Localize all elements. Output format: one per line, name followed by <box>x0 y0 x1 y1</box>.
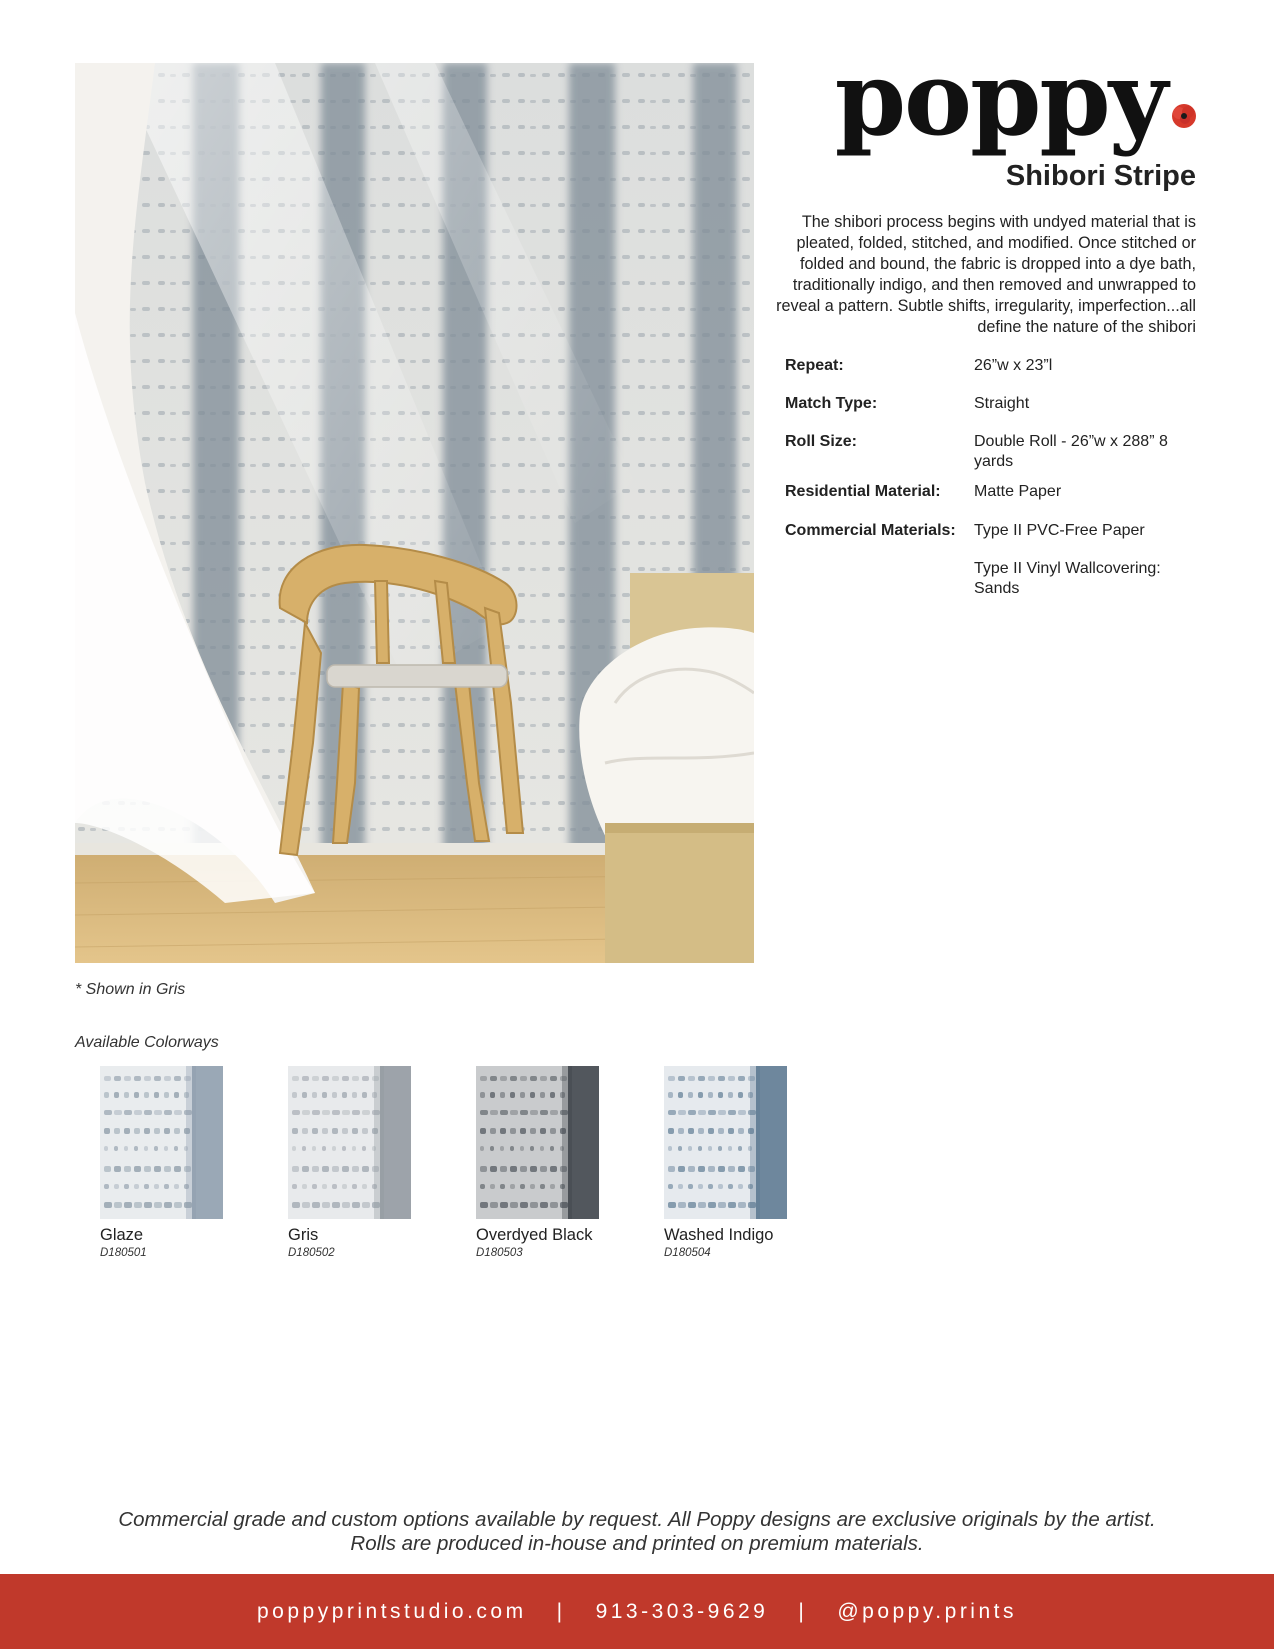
tagline-line-1: Commercial grade and custom options available by request. All Poppy designs are exclusive originals by the artist. <box>118 1508 1156 1531</box>
spec-row-repeat <box>785 356 1205 376</box>
spec-value: Double Roll - 26”w x 288” 8 yards <box>974 433 1168 470</box>
room-scene-illustration <box>75 63 754 963</box>
colorway-swatch-glaze[interactable] <box>100 1066 280 1261</box>
swatch-image <box>664 1066 787 1219</box>
spec-label: Match Type: <box>785 395 878 412</box>
spec-table <box>785 356 1205 599</box>
product-description: The shibori process begins with undyed material that is pleated, folded, stitched, and modified. Once stitched or folded and bound, the fabric is dropped into a dye bath, traditionally indigo, and then removed and unwrapped to reveal a pattern. Subtle shifts, irregularity, imperfection...all define the nature of the shibori <box>776 213 1196 336</box>
footer-separator: | <box>556 1599 566 1623</box>
spec-row-commercial-materials <box>785 521 1205 541</box>
swatch-name: Gris <box>288 1226 319 1244</box>
footer-separator: | <box>798 1599 808 1623</box>
spec-value: Matte Paper <box>974 483 1062 500</box>
logo-wordmark: poppy <box>834 39 1166 159</box>
colorway-swatch-overdyed-black[interactable] <box>476 1066 656 1261</box>
swatch-name: Glaze <box>100 1226 144 1244</box>
spec-value: Straight <box>974 395 1030 412</box>
spec-label: Roll Size: <box>785 433 858 450</box>
footer-website-link[interactable]: poppyprintstudio.com <box>256 1599 527 1623</box>
spec-value: 26”w x 23”l <box>974 357 1053 374</box>
colorway-swatch-washed-indigo[interactable] <box>664 1066 844 1261</box>
footer-phone-link[interactable]: 913-303-9629 <box>595 1599 769 1623</box>
swatch-name: Washed Indigo <box>664 1226 774 1244</box>
swatch-image <box>100 1066 223 1219</box>
swatch-image <box>288 1066 411 1219</box>
swatch-code: D180504 <box>664 1247 711 1259</box>
spec-row-residential-material <box>785 482 1205 502</box>
spec-label: Residential Material: <box>785 483 941 500</box>
footer-social-link[interactable]: @poppy.prints <box>837 1599 1017 1623</box>
spec-value: Type II Vinyl Wallcovering: Sands <box>974 560 1161 597</box>
colorways-heading: Available Colorways <box>75 1034 219 1051</box>
colorway-swatch-gris[interactable] <box>288 1066 468 1261</box>
spec-row-match-type <box>785 394 1205 414</box>
hero-caption: * Shown in Gris <box>75 981 186 998</box>
footer-contact-bar <box>0 1574 1274 1649</box>
footer-tagline <box>0 1508 1274 1556</box>
spec-label: Commercial Materials: <box>785 522 956 539</box>
spec-row-commercial-materials-2 <box>785 559 1205 599</box>
poppy-flower-icon <box>1168 100 1200 132</box>
swatch-code: D180501 <box>100 1247 147 1259</box>
tagline-line-2: Rolls are produced in-house and printed on premium materials. <box>350 1532 924 1555</box>
product-title: Shibori Stripe <box>1005 160 1196 192</box>
swatch-code: D180502 <box>288 1247 335 1259</box>
spec-value: Type II PVC-Free Paper <box>974 522 1145 539</box>
spec-row-roll-size <box>785 432 1205 472</box>
swatch-image <box>476 1066 599 1219</box>
spec-label: Repeat: <box>785 357 844 374</box>
room-hero-image <box>75 63 754 963</box>
swatch-name: Overdyed Black <box>476 1226 593 1244</box>
poppy-logo <box>834 39 1200 159</box>
swatch-code: D180503 <box>476 1247 523 1259</box>
